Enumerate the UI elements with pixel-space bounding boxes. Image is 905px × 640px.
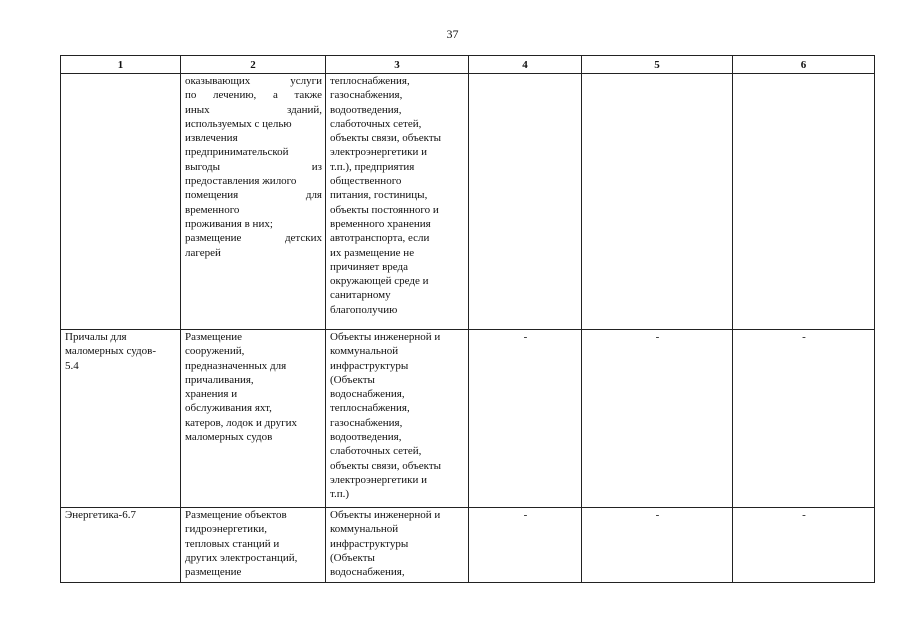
header-col-1: 1: [61, 56, 181, 74]
text-line: по лечению, а также: [185, 89, 322, 102]
text-line: санитарному: [330, 289, 391, 302]
page-number: 37: [446, 27, 459, 41]
text-line: временного: [185, 203, 240, 216]
row1-col1: [61, 74, 181, 330]
header-col-5: 5: [582, 56, 733, 74]
table-row: [61, 508, 875, 583]
text-line: автотранспорта, если: [330, 232, 430, 245]
row3-col5: -: [582, 508, 733, 583]
text-line: выгоды из: [185, 160, 322, 173]
text-line: причаливания,: [185, 373, 254, 386]
row2-col5: -: [582, 330, 733, 508]
text-line: иных зданий,: [185, 103, 322, 116]
text-line: маломерных судов: [185, 431, 273, 444]
text-line: водоотведения,: [330, 431, 402, 444]
row2-col6: -: [733, 330, 875, 508]
text-line: Объекты инженерной и: [330, 331, 441, 343]
row3-col6: -: [733, 508, 875, 583]
row1-col2: [181, 74, 326, 330]
text-line: оказывающих услуги: [185, 75, 322, 87]
text-line: общественного: [330, 175, 402, 188]
text-line: водоснабжения,: [330, 566, 405, 579]
text-line: газоснабжения,: [330, 89, 403, 102]
text-line: теплоснабжения,: [330, 75, 410, 87]
header-col-2: 2: [181, 56, 326, 74]
text-line: питания, гостиницы,: [330, 189, 428, 202]
text-line: их размещение не: [330, 246, 415, 259]
row3-col3: [326, 508, 469, 583]
text-line: 5.4: [65, 359, 79, 372]
text-line: т.п.): [330, 488, 350, 501]
text-line: предоставления жилого: [185, 175, 297, 188]
table-row: [61, 330, 875, 508]
row1-col4: [469, 74, 582, 330]
text-line: извлечения: [185, 132, 238, 145]
row3-col4: -: [469, 508, 582, 583]
text-line: размещение: [185, 566, 242, 579]
text-line: причиняет вреда: [330, 260, 408, 273]
text-line: хранения и: [185, 388, 238, 401]
text-line: т.п.), предприятия: [330, 160, 415, 173]
text-line: Объекты инженерной и: [330, 509, 441, 521]
text-line: лагерей: [185, 246, 221, 259]
header-col-6: 6: [733, 56, 875, 74]
text-line: слаботочных сетей,: [330, 117, 422, 130]
text-line: водоотведения,: [330, 103, 402, 116]
row2-col4: -: [469, 330, 582, 508]
row1-col6: [733, 74, 875, 330]
text-line: коммунальной: [330, 523, 399, 536]
text-line: помещения для: [185, 189, 322, 202]
text-line: предпринимательской: [185, 146, 289, 159]
text-line: обслуживания яхт,: [185, 402, 272, 415]
text-line: теплоснабжения,: [330, 402, 410, 415]
row3-col2: [181, 508, 326, 583]
text-line: проживания в них;: [185, 217, 273, 230]
text-line: водоснабжения,: [330, 388, 405, 401]
document-table: [60, 55, 875, 583]
text-line: благополучию: [330, 303, 398, 316]
text-line: (Объекты: [330, 551, 375, 564]
table-row: [61, 74, 875, 330]
text-line: используемых с целью: [185, 117, 292, 130]
text-line: коммунальной: [330, 345, 399, 358]
text-line: тепловых станций и: [185, 537, 280, 550]
text-line: объекты постоянного и: [330, 203, 439, 216]
text-line: слаботочных сетей,: [330, 445, 422, 458]
row1-col5: [582, 74, 733, 330]
text-line: Причалы для: [65, 331, 127, 343]
text-line: Энергетика-6.7: [65, 509, 136, 521]
text-line: гидроэнергетики,: [185, 523, 268, 536]
row2-col3: [326, 330, 469, 508]
text-line: (Объекты: [330, 373, 375, 386]
text-line: объекты связи, объекты: [330, 459, 442, 472]
text-line: размещение детских: [185, 232, 322, 245]
text-line: сооружений,: [185, 345, 245, 358]
text-line: объекты связи, объекты: [330, 132, 442, 145]
text-line: катеров, лодок и других: [185, 416, 298, 429]
text-line: инфраструктуры: [330, 537, 409, 550]
text-line: электроэнергетики и: [330, 473, 427, 486]
row3-col1: [61, 508, 181, 583]
text-line: электроэнергетики и: [330, 146, 427, 159]
row2-col2: [181, 330, 326, 508]
text-line: временного хранения: [330, 217, 431, 230]
row2-col1: [61, 330, 181, 508]
text-line: предназначенных для: [185, 359, 287, 372]
text-line: маломерных судов-: [65, 345, 157, 358]
text-line: окружающей среде и: [330, 275, 429, 288]
table-header-row: [61, 56, 875, 74]
header-col-4: 4: [469, 56, 582, 74]
text-line: других электростанций,: [185, 551, 298, 564]
text-line: Размещение: [185, 331, 243, 343]
text-line: Размещение объектов: [185, 509, 287, 521]
header-col-3: 3: [326, 56, 469, 74]
row1-col3: [326, 74, 469, 330]
text-line: инфраструктуры: [330, 359, 409, 372]
text-line: газоснабжения,: [330, 416, 403, 429]
